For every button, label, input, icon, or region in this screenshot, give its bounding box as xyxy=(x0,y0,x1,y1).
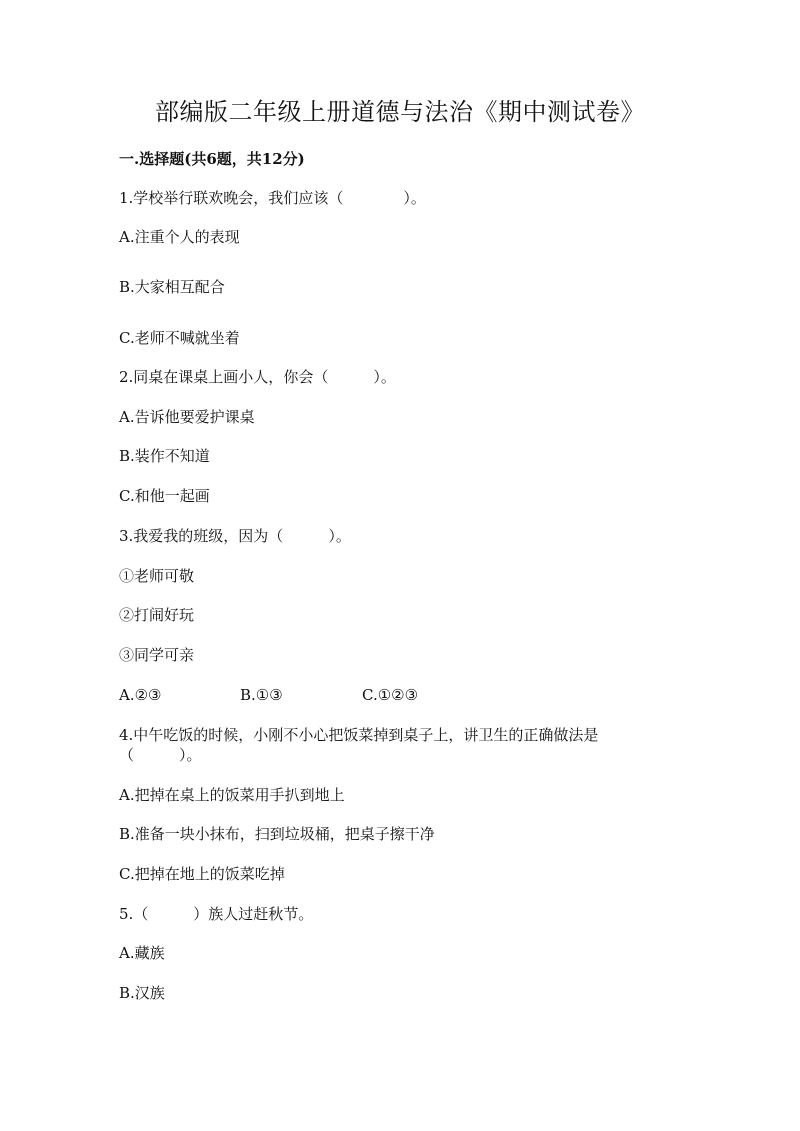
question-4-option-a: A.把掉在桌上的饭菜用手扒到地上 xyxy=(119,786,345,804)
question-4-stem-line-2: （ ）。 xyxy=(119,746,202,764)
question-4-option-c: C.把掉在地上的饭菜吃掉 xyxy=(119,865,285,883)
question-3-stem: 3.我爱我的班级，因为（ ）。 xyxy=(119,527,351,545)
question-5-stem: 5.（ ）族人过赶秋节。 xyxy=(119,905,314,923)
question-1-option-c: C.老师不喊就坐着 xyxy=(119,329,240,347)
question-3-statement-3: ③同学可亲 xyxy=(119,646,195,664)
question-2-option-c: C.和他一起画 xyxy=(119,487,210,505)
question-4-stem-line-1: 4.中午吃饭的时候，小刚不小心把饭菜掉到桌子上，讲卫生的正确做法是 xyxy=(119,726,599,744)
question-1-option-b: B.大家相互配合 xyxy=(119,278,225,296)
question-3-option-b: B.①③ xyxy=(240,686,283,704)
question-5-option-b: B.汉族 xyxy=(119,984,165,1002)
question-3-statement-1: ①老师可敬 xyxy=(119,567,195,585)
question-1-stem: 1.学校举行联欢晚会，我们应该（ ）。 xyxy=(119,189,426,207)
page-title: 部编版二年级上册道德与法治《期中测试卷》 xyxy=(155,98,645,126)
question-2-option-a: A.告诉他要爱护课桌 xyxy=(119,408,255,426)
question-1-option-a: A.注重个人的表现 xyxy=(119,228,240,246)
question-2-stem: 2.同桌在课桌上画小人，你会（ ）。 xyxy=(119,368,396,386)
question-3-option-a: A.②③ xyxy=(119,686,162,704)
section-heading: 一.选择题(共6题，共12分) xyxy=(119,150,305,168)
question-3-option-c: C.①②③ xyxy=(362,686,419,704)
question-3-options-row xyxy=(119,684,719,706)
question-5-option-a: A.藏族 xyxy=(119,944,165,962)
question-3-statement-2: ②打闹好玩 xyxy=(119,606,195,624)
question-4-option-b: B.准备一块小抹布，扫到垃圾桶，把桌子擦干净 xyxy=(119,825,435,843)
question-2-option-b: B.装作不知道 xyxy=(119,447,210,465)
